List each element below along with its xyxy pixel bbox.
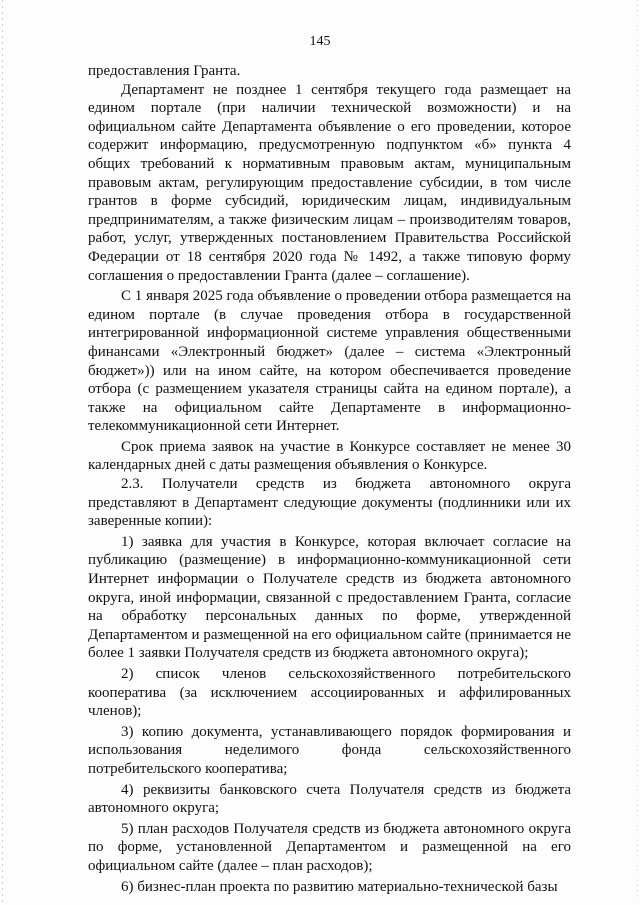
- scan-edge-left: [2, 0, 3, 905]
- page-number: 145: [309, 34, 331, 49]
- paragraph-section-2-3: 2.3. Получатели средств из бюджета автономного округа представляют в Департамент следующие документы (подлинники или их заверенные копии):: [88, 476, 571, 530]
- list-item-3: 3) копию документа, устанавливающего порядок формирования и использования неделимого фонда сельскохозяйственного потребительского кооператива;: [88, 723, 571, 777]
- list-item-2: 2) список членов сельскохозяйственного потребительского кооператива (за исключением ассоциированных и аффилированных членов);: [88, 666, 571, 720]
- list-item-4: 4) реквизиты банковского счета Получателя средств из бюджета автономного округа;: [88, 781, 571, 817]
- document-body: [88, 62, 571, 896]
- paragraph-continuation: предоставления Гранта.: [88, 63, 241, 79]
- paragraph-announcement: Департамент не позднее 1 сентября текущего года размещает на едином портале (при наличии технической возможности) и на официальном сайте Департамента объявление о его проведении, которое содержит информацию, предусмотренную подпунктом «б» пункта 4 общих требований к нормативным правовым актам, муниципальным правовым актам, регулирующим предоставление субсидии, в том числе грантов в форме субсидий, юридическим лицам, индивидуальным предпринимателям, а также физическим лицам – производителям товаров, работ, услуг, утвержденных постановлением Правительства Российской Федерации от 18 сентября 2020 года № 1492, а также типовую форму соглашения о предоставлении Гранта (далее – соглашение).: [88, 81, 571, 284]
- list-item-5: 5) план расходов Получателя средств из бюджета автономного округа по форме, установленной Департаментом и размещенной на его официальном сайте (далее – план расходов);: [88, 820, 571, 874]
- paragraph-2025-portal: С 1 января 2025 года объявление о проведении отбора размещается на едином портале (в случае проведения отбора в государственной интегрированной информационной системе управления общественными финансами «Электронный бюджет» (далее – система «Электронный бюджет»)) или на ином сайте, на котором обеспечивается проведение отбора (с размещением указателя страницы сайта на едином портале), а также на официальном сайте Департаменте в информационно-телекоммуникационной сети Интернет.: [88, 288, 571, 435]
- list-item-1: 1) заявка для участия в Конкурсе, которая включает согласие на публикацию (размещение) в информационно-коммуникационной сети Интернет информации о Получателе средств из бюджета автономного округа, иной информации, связанной с предоставлением Гранта, согласие на обработку персональных данных по форме, утвержденной Департаментом и размещенной на его официальном сайте (принимается не более 1 заявки Получателя средств из бюджета автономного округа);: [88, 533, 571, 662]
- scan-edge-right: [637, 0, 638, 905]
- paragraph-application-deadline: Срок приема заявок на участие в Конкурсе составляет не менее 30 календарных дней с даты размещения объявления о Конкурсе.: [88, 438, 571, 474]
- list-item-6: 6) бизнес-план проекта по развитию материально-технической базы: [121, 878, 558, 895]
